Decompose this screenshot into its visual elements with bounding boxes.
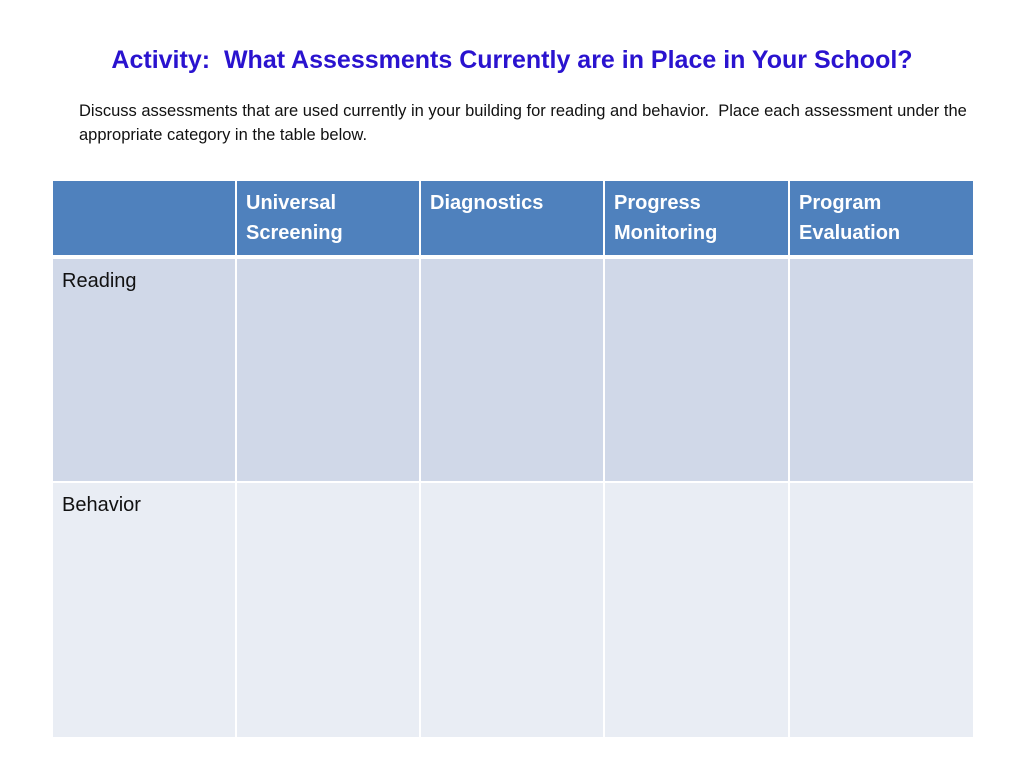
cell-behavior-universal-screening[interactable] (236, 482, 420, 738)
assessment-table (51, 179, 975, 739)
cell-behavior-diagnostics[interactable] (420, 482, 604, 738)
row-label-behavior: Behavior (52, 482, 236, 738)
slide-title: Activity: What Assessments Currently are in Place in Your School? (111, 46, 913, 74)
cell-behavior-progress-monitoring[interactable] (604, 482, 789, 738)
instructions-text: Discuss assessments that are used currently in your building for reading and behavior. Place each assessment under the appropriate category in the table below. (79, 102, 972, 144)
row-label-reading: Reading (52, 257, 236, 482)
table-row-reading (52, 257, 974, 482)
header-progress-monitoring: Progress Monitoring (604, 180, 789, 257)
cell-behavior-program-evaluation[interactable] (789, 482, 974, 738)
header-program-evaluation: Program Evaluation (789, 180, 974, 257)
cell-reading-progress-monitoring[interactable] (604, 257, 789, 482)
cell-reading-program-evaluation[interactable] (789, 257, 974, 482)
table-row-behavior (52, 482, 974, 738)
table-header-row (52, 180, 974, 257)
cell-reading-diagnostics[interactable] (420, 257, 604, 482)
header-universal-screening: Universal Screening (236, 180, 420, 257)
header-corner-cell (52, 180, 236, 257)
header-diagnostics: Diagnostics (420, 180, 604, 257)
cell-reading-universal-screening[interactable] (236, 257, 420, 482)
